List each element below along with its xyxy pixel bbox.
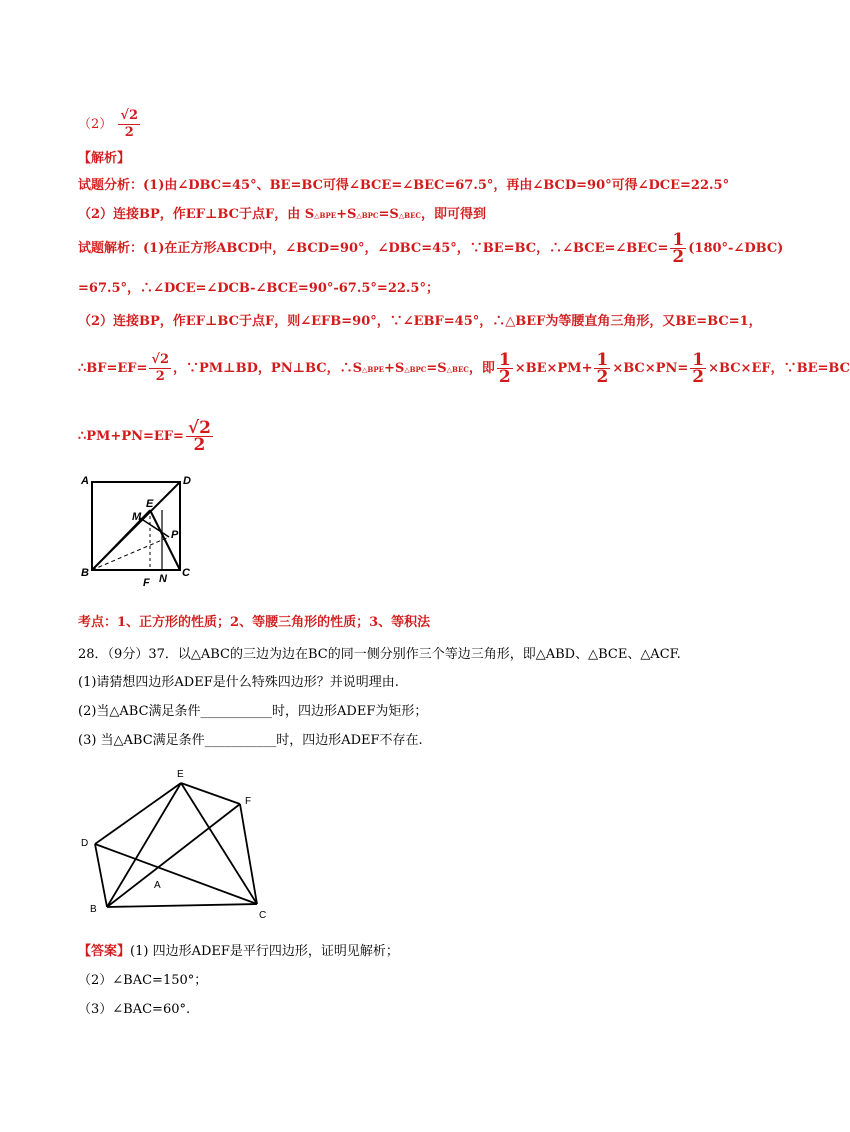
question-28: 28．（9分）37．以△ABC的三边为边在BC的同一侧分别作三个等边三角形，即△ABD、△BCE、△ACF. bbox=[78, 647, 681, 662]
solution-1-text: 试题解析：(1)在正方形ABCD中，∠BCD=90°，∠DBC=45°，∵BE=BC，∴∠BCE=∠BEC= bbox=[78, 241, 669, 256]
text: ×BC×EF，∵BE=BC bbox=[708, 361, 850, 376]
segment-bd bbox=[95, 844, 107, 907]
hint-1: 试题分析：(1)由∠DBC=45°、BE=BC可得∠BCE=∠BEC=67.5°，再由∠BCD=90°可得∠DCE=22.5° bbox=[78, 178, 730, 193]
segment-ef bbox=[181, 783, 240, 804]
hint-2 bbox=[78, 206, 486, 225]
text: ∴BF=EF= bbox=[78, 361, 148, 376]
half-fraction bbox=[690, 352, 706, 385]
half-fraction bbox=[594, 352, 610, 385]
fraction-num: √2 bbox=[151, 352, 170, 367]
answer-blank: ___________ bbox=[204, 733, 277, 748]
question-28-part-1: (1)请猜想四边形ADEF是什么特殊四边形？并说明理由. bbox=[78, 675, 399, 690]
label-p: P bbox=[171, 529, 179, 541]
fraction-num: 1 bbox=[692, 350, 705, 370]
segment-bc bbox=[107, 904, 257, 907]
sqrt2-fraction bbox=[149, 352, 171, 385]
text: =S bbox=[426, 361, 447, 376]
subscript: △BEC bbox=[446, 365, 469, 374]
label-d: D bbox=[183, 475, 191, 487]
text: ×BC×PN= bbox=[612, 361, 689, 376]
solution-1 bbox=[78, 232, 783, 265]
fraction-num: 1 bbox=[672, 230, 685, 250]
text: (3) 当△ABC满足条件 bbox=[78, 733, 205, 748]
subscript: △BPC bbox=[356, 211, 379, 220]
text: ×BE×PM+ bbox=[514, 361, 593, 376]
fraction-den: 2 bbox=[155, 369, 165, 384]
subscript: △BPE bbox=[314, 211, 337, 220]
text: 时，四边形ADEF不存在. bbox=[276, 733, 423, 748]
label-a: A bbox=[81, 475, 89, 487]
fraction-num: √2 bbox=[187, 418, 211, 438]
triangles-diagram bbox=[75, 762, 285, 922]
solution-2-line-2 bbox=[78, 352, 850, 385]
half-fraction bbox=[670, 232, 686, 265]
answer-2: （2）∠BAC=150°； bbox=[78, 973, 208, 988]
kaodian: 考点：1、正方形的性质；2、等腰三角形的性质；3、等积法 bbox=[78, 615, 431, 630]
half-fraction bbox=[497, 352, 513, 385]
fraction-den: 2 bbox=[692, 367, 705, 387]
subscript: △BPE bbox=[362, 365, 384, 374]
label-d: D bbox=[81, 838, 89, 849]
answer-line-1 bbox=[78, 943, 399, 961]
solution-2-line-1: （2）连接BP，作EF⊥BC于点F，则∠EFB=90°，∵∠EBF=45°，∴△BEF为等腰直角三角形，又BE=BC=1， bbox=[78, 314, 762, 329]
fraction-den: 2 bbox=[596, 367, 609, 387]
label-a: A bbox=[154, 880, 161, 891]
fraction-den: 2 bbox=[193, 435, 206, 455]
segment-de bbox=[95, 783, 181, 844]
fraction-den: 2 bbox=[498, 367, 511, 387]
label-f: F bbox=[143, 577, 150, 589]
label-b: B bbox=[90, 904, 97, 915]
solution-1-line-2: =67.5°，∴∠DCE=∠DCB-∠BCE=90°-67.5°=22.5°； bbox=[78, 281, 439, 296]
solution-1-post: (180°-∠DBC) bbox=[688, 241, 784, 256]
label-n: N bbox=[159, 573, 167, 585]
text: +S bbox=[383, 361, 405, 376]
hint-2-plus: +S bbox=[336, 207, 357, 222]
hint-2-eq: =S bbox=[378, 207, 399, 222]
text: ，∵PM⊥BD，PN⊥BC，∴S bbox=[173, 361, 363, 376]
subscript: △BEC bbox=[398, 211, 421, 220]
top-answer bbox=[78, 108, 142, 141]
hint-2-text: （2）连接BP，作EF⊥BC于点F，由 S bbox=[78, 207, 315, 222]
fraction-den: 2 bbox=[672, 247, 685, 267]
label-b: B bbox=[81, 567, 89, 579]
square-diagram bbox=[78, 470, 208, 595]
text: (2)当△ABC满足条件 bbox=[78, 704, 201, 719]
fraction-num: 1 bbox=[498, 350, 511, 370]
label-c: C bbox=[259, 910, 267, 921]
label-c: C bbox=[182, 567, 190, 579]
top-answer-label: （2） bbox=[78, 117, 113, 132]
text: ∴PM+PN=EF= bbox=[78, 429, 184, 444]
solution-2-line-3 bbox=[78, 420, 215, 453]
segment-bp bbox=[92, 537, 169, 570]
subscript: △BPC bbox=[404, 365, 427, 374]
answer-3: （3）∠BAC=60°. bbox=[78, 1002, 191, 1017]
top-answer-den: 2 bbox=[124, 125, 134, 140]
top-answer-num: √2 bbox=[120, 108, 139, 123]
answer-header: 【答案】 bbox=[78, 944, 131, 959]
label-e: E bbox=[146, 498, 154, 510]
text: 时，四边形ADEF为矩形； bbox=[272, 704, 428, 719]
top-answer-fraction bbox=[118, 108, 140, 141]
label-f: F bbox=[245, 796, 252, 807]
text: ，即 bbox=[468, 361, 495, 376]
question-28-part-2 bbox=[78, 703, 427, 721]
label-e: E bbox=[177, 769, 184, 780]
hint-2-post: ，即可得到 bbox=[420, 207, 486, 222]
answer-blank: ___________ bbox=[200, 704, 273, 719]
answer-1: (1) 四边形ADEF是平行四边形，证明见解析； bbox=[130, 944, 399, 959]
label-m: M bbox=[132, 511, 142, 523]
analysis-header: 【解析】 bbox=[78, 151, 131, 166]
segment-be bbox=[107, 783, 181, 907]
fraction-num: 1 bbox=[596, 350, 609, 370]
sqrt2-fraction bbox=[186, 420, 213, 453]
question-28-part-3 bbox=[78, 732, 423, 750]
